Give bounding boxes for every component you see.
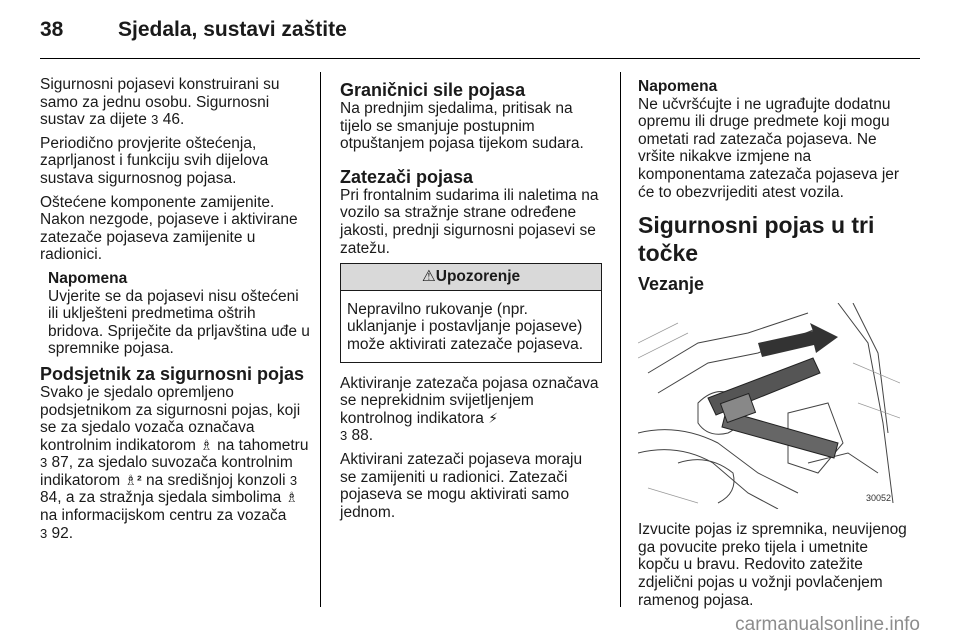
subsection-heading: Vezanje	[638, 274, 705, 295]
watermark: carmanualsonline.info	[735, 614, 920, 635]
paragraph: Izvucite pojas iz spremnika, neuvijenog ga povucite preko tijela i umetnite kopču u bravu. Redovito zatežite zdjelični pojas u vožnji povlačenjem ramenog pojasa.	[638, 521, 907, 609]
column-divider	[320, 72, 321, 607]
note-block	[48, 270, 312, 358]
section-heading: Podsjetnik za sigurnosni pojas	[40, 363, 305, 384]
paragraph: Aktivirani zatezači pojaseva moraju se zamijeniti u radionici. Zatezači pojaseva se mogu aktivirati samo jednom.	[340, 450, 583, 521]
figure-number: 30052	[866, 493, 892, 504]
page-reference-link[interactable]: 46.	[162, 111, 185, 129]
section-heading: Zatezači pojasa	[340, 166, 474, 187]
paragraph: Oštećene komponente zamijenite. Nakon nezgode, pojaseve i aktivirane zatezače pojaseva zamijenite u radionici.	[40, 193, 298, 264]
seatbelt-illustration	[638, 303, 900, 509]
reference-arrow-icon: 3	[40, 525, 48, 541]
paragraph: Periodično provjerite oštećenja, zaprljanost i funkciju svih dijelova sustava sigurnosnog pojasa.	[40, 134, 269, 187]
column-divider	[620, 72, 621, 607]
warning-text: Nepravilno rukovanje (npr. uklanjanje i postavljanje pojaseve) može aktivirati zatezače pojaseva.	[347, 300, 584, 353]
section-heading: Graničnici sile pojasa	[340, 80, 526, 100]
reference-arrow-icon: 3	[289, 472, 298, 488]
warning-box	[340, 263, 602, 362]
note-title: Napomena	[48, 269, 128, 287]
section-heading: Sigurnosni pojas u tri točke	[638, 212, 875, 267]
header-divider	[40, 58, 920, 59]
note-text: Ne učvršćujte i ne ugrađujte dodatnu opremu ili druge predmete koji mogu ometati rad zatezača pojaseva. Ne vršite nikakve izmjene na komponentama zatezača pojaseva jer će to obezvrijediti atest vozila.	[638, 95, 900, 201]
reference-arrow-icon: 3	[151, 112, 159, 128]
column-3	[638, 78, 908, 615]
paragraph: Svako je sjedalo opremljeno podsjetnikom za sigurnosni pojas, koji se za sjedalo vozača označava kontrolnim indikatorom ♗ na tahometru 3 87, za sjedalo suvozača kontrolnim indikatorom ♗² na središnjoj konzoli 3 84, a za stražnja sjedala simbolima ♗ na informacijskom centru za vozača 3 92.	[40, 383, 309, 542]
paragraph: Aktiviranje zatezača pojasa označava se neprekidnim svijetljenjem kontrolnog indikatora ⚡ 3 88.	[340, 374, 599, 445]
seatbelt-icon: ♗	[285, 489, 299, 506]
note-text: Uvjerite se da pojasevi nisu oštećeni ili uklješteni predmetima oštrih bridova. Spriječite da prljavština uđe u spremnike pojasa.	[48, 287, 310, 358]
reference-arrow-icon: 3	[340, 428, 348, 444]
page-title: Sjedala, sustavi zaštite	[118, 18, 347, 41]
pretensioner-indicator-icon: ⚡	[488, 409, 499, 426]
column-2	[340, 80, 602, 527]
paragraph: Sigurnosni pojasevi konstruirani su samo za jednu osobu. Sigurnosni sustav za dijete 3 46.	[40, 76, 280, 129]
page-number: 38	[40, 18, 64, 41]
seatbelt-illustration-icon	[638, 303, 900, 509]
note-title: Napomena	[638, 78, 718, 95]
page-header	[40, 18, 920, 48]
column-1	[40, 76, 312, 548]
warning-icon: ⚠	[421, 268, 436, 286]
seatbelt-icon: ♗	[200, 436, 213, 453]
reference-arrow-icon: 3	[40, 455, 48, 471]
warning-title: ⚠Upozorenje	[341, 264, 601, 291]
paragraph: Na prednjim sjedalima, pritisak na tijelo se smanjuje postupnim otpuštanjem pojasa tijekom sudara.	[340, 100, 584, 153]
note-block	[638, 78, 908, 201]
seatbelt-passenger-icon: ♗²	[124, 471, 142, 488]
paragraph: Pri frontalnim sudarima ili naletima na vozilo sa stražnje strane određene jakosti, prednji sigurnosni pojasevi se zatežu.	[340, 186, 599, 257]
